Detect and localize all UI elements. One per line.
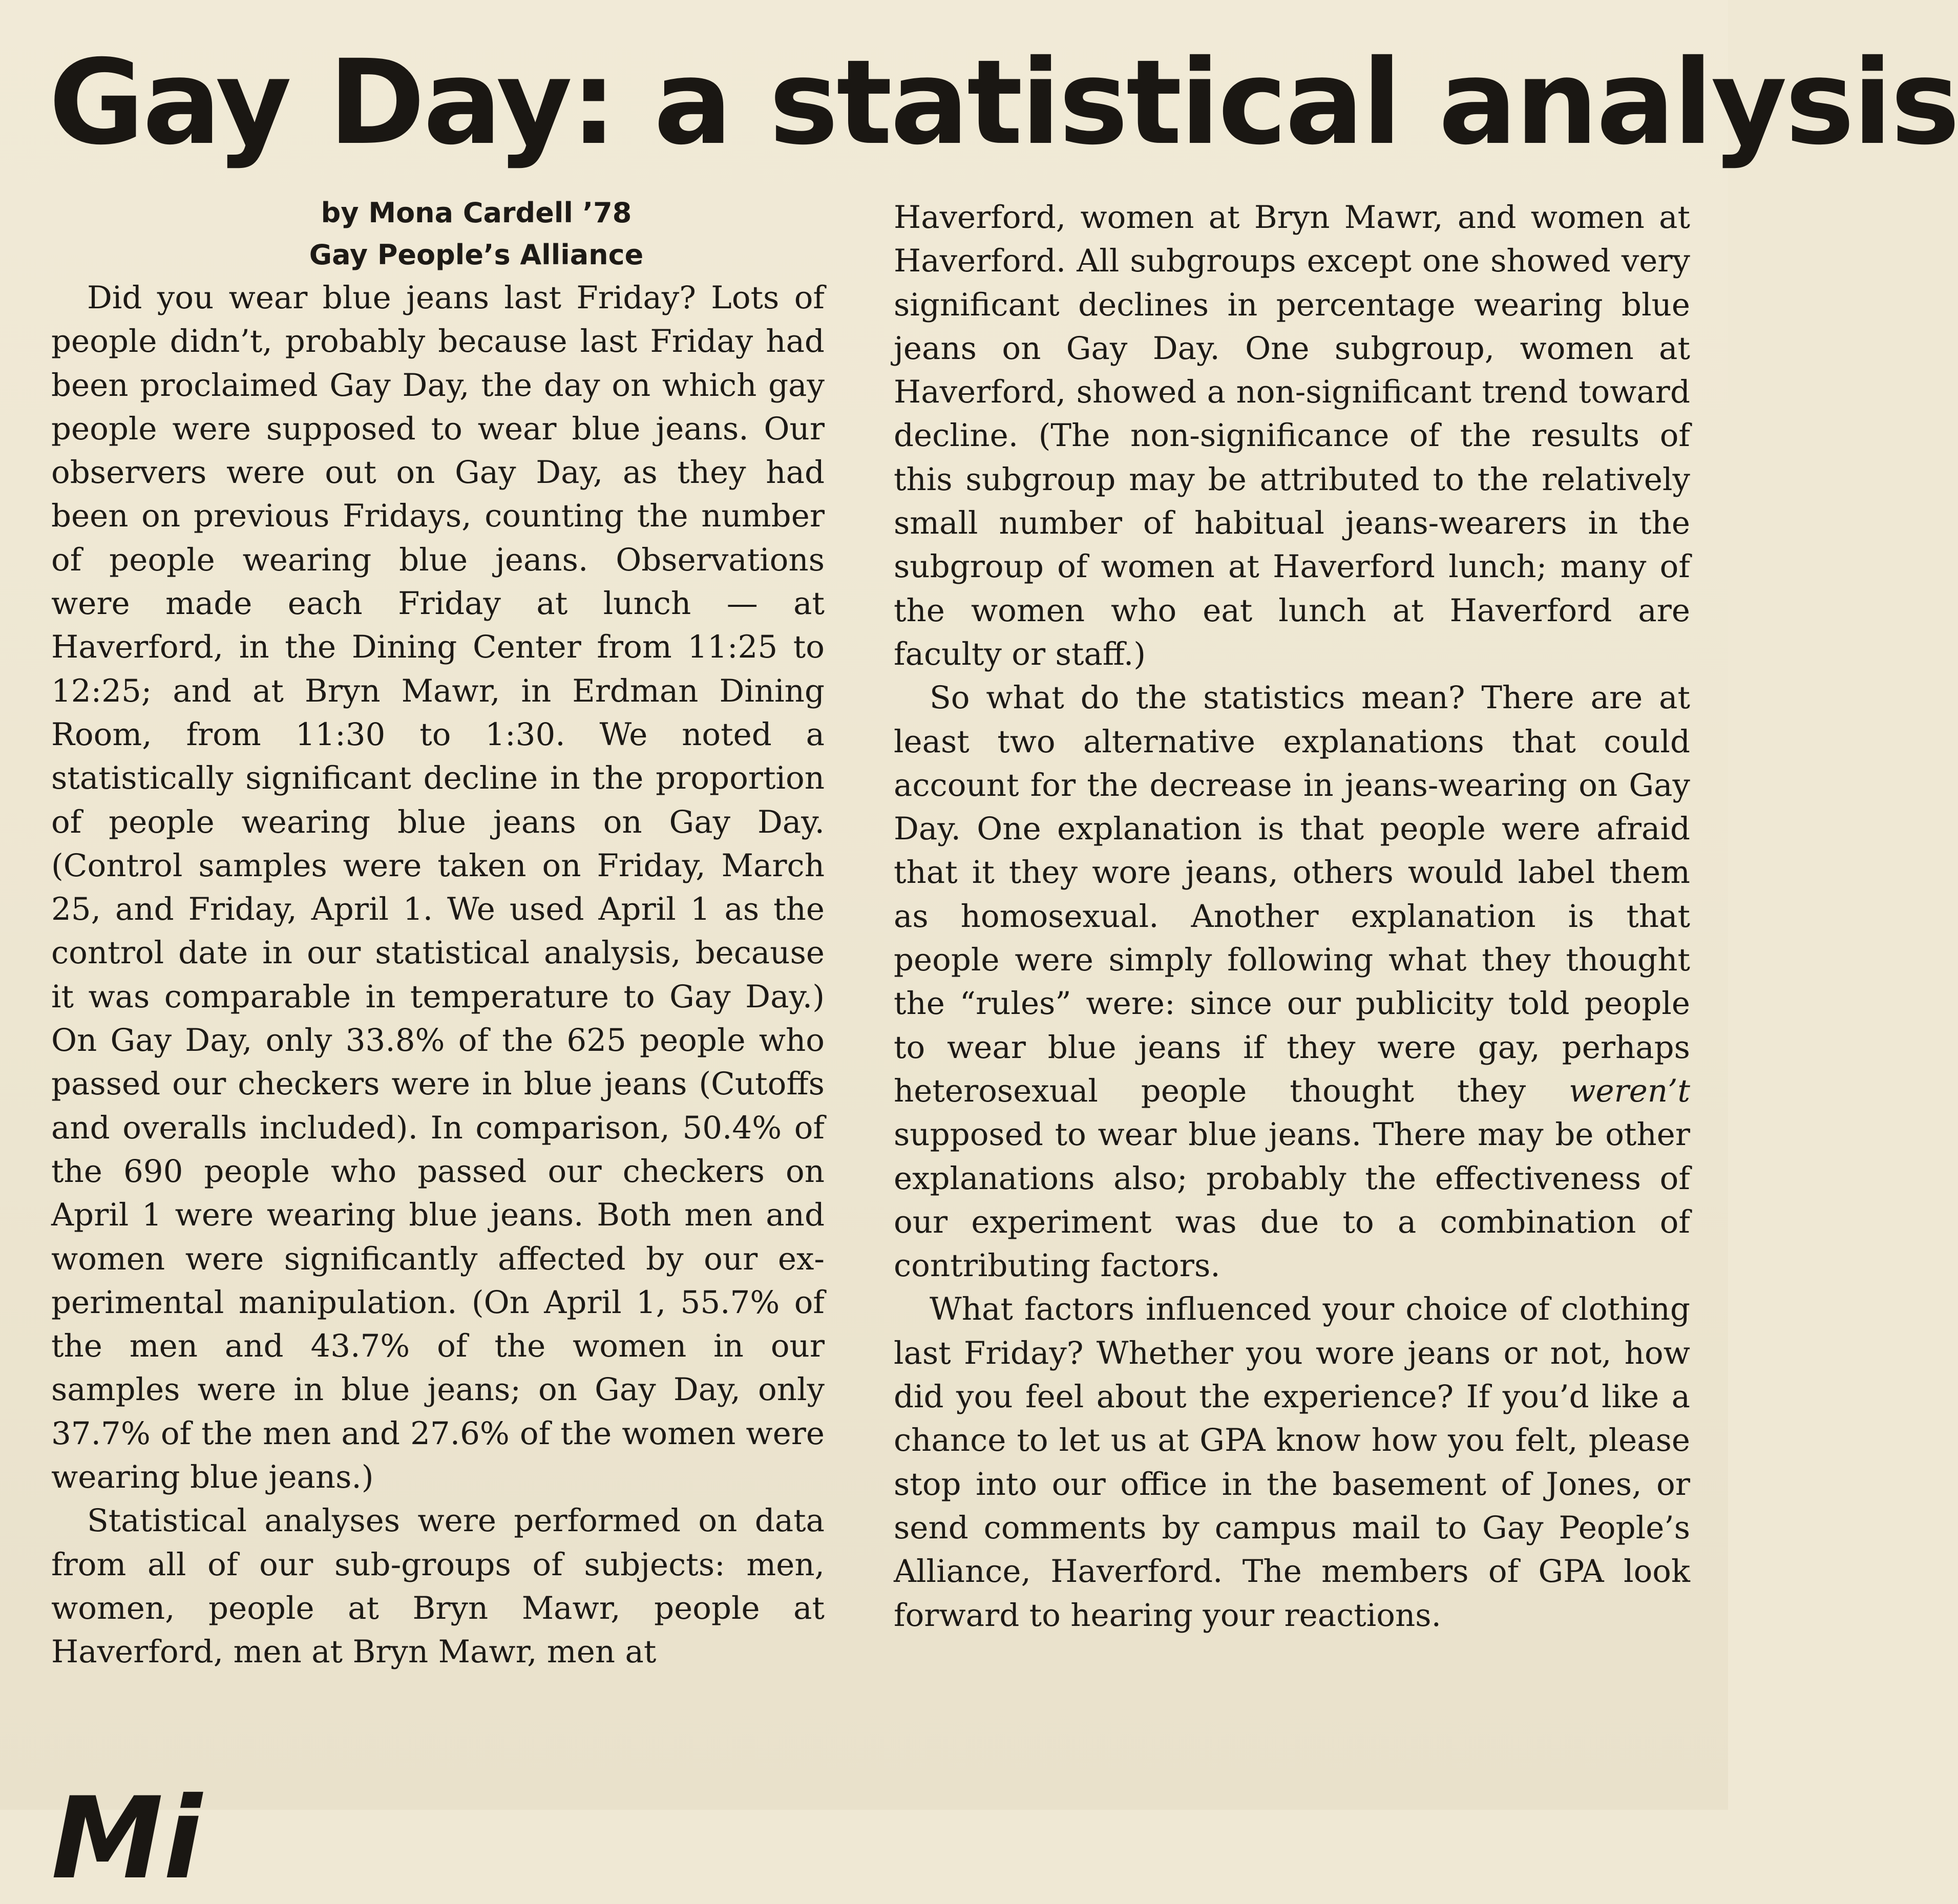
right-paragraph-2 (894, 676, 1690, 1287)
right-paragraph-2-text: So what do the statistics mean? There are at least two alternative explanations that could account for the decrease in jeans-wearing on Gay Day. One explanation is that people were afraid that it they wore jeans, others would label them as homosexual. Another explanation is that people were simply following what they thought the “rules” were: since our publicity told people to wear blue jeans if they were gay, perhaps heterosexual people thought they (894, 680, 1690, 1109)
byline-organization: Gay People’s Alliance (309, 239, 644, 271)
left-paragraph-2: Statistical analyses were performed on data from all of our sub-groups of subjects: men, women, people at Bryn Mawr, people at Haverford, men at Bryn Mawr, men at (51, 1503, 825, 1670)
right-column (894, 196, 1690, 1637)
article-headline: Gay Day: a statistical analysis (49, 34, 1958, 171)
left-column (51, 192, 825, 1674)
emphasized-word: weren’t (1569, 1072, 1691, 1109)
right-paragraph-2-rest: supposed to wear blue jeans. There may be other explanations also; probably the effectiveness of our experiment was due to a combination of contributing factors. (894, 1116, 1690, 1284)
byline-author: by Mona Cardell ’78 (321, 197, 632, 229)
right-paragraph-3: What factors influenced your choice of clothing last Friday? Whether you wore jeans or not, how did you feel about the experience? If you’d like a chance to let us at GPA know how you felt, please stop into our office in the basement of Jones, or send comments by campus mail to Gay People’s Alliance, Haverford. The members of GPA look forward to hearing your reactions. (894, 1291, 1690, 1634)
next-article-headline-fragment (51, 1773, 768, 1904)
byline (51, 192, 825, 276)
right-paragraph-1: Haverford, women at Bryn Mawr, and women at Haverford. All subgroups except one showed very significant declines in percentage wearing blue jeans on Gay Day. One subgroup, women at Haverford, showed a non-significant trend toward decline. (The non-significance of the results of this subgroup may be attributed to the relatively small number of habitual jeans-wearers in the subgroup of women at Haverford lunch; many of the women who eat lunch at Haverford are faculty or staff.) (894, 199, 1690, 672)
next-headline-text: Mi (51, 1773, 202, 1904)
left-paragraph-1: Did you wear blue jeans last Friday? Lots of people didn’t, probably because last Friday had been proclaimed Gay Day, the day on which gay people were supposed to wear blue jeans. Our observers were out on Gay Day, as they had been on previous Fridays, counting the number of people wearing blue jeans. Observations were made each Friday at lunch — at Haverford, in the Dining Center from 11:25 to 12:25; and at Bryn Mawr, in Erdman Dining Room, from 11:30 to 1:30. We noted a statistically significant decline in the proportion of people wearing blue jeans on Gay Day. (Control samples were taken on Friday, March 25, and Friday, April 1. We used April 1 as the control date in our statistical analysis, because it was comparable in temperature to Gay Day.) On Gay Day, only 33.8% of the 625 people who passed our checkers were in blue jeans (Cutoffs and overalls included). In comparison, 50.4% of the 690 people who passed our checkers on April 1 were wearing blue jeans. Both men and women were significantly affected by our experimental manipulation. (On April 1, 55.7% of the men and 43.7% of the women in our samples were in blue jeans; on Gay Day, only 37.7% of the men and 27.6% of the women were wearing blue jeans.) (51, 280, 825, 1496)
